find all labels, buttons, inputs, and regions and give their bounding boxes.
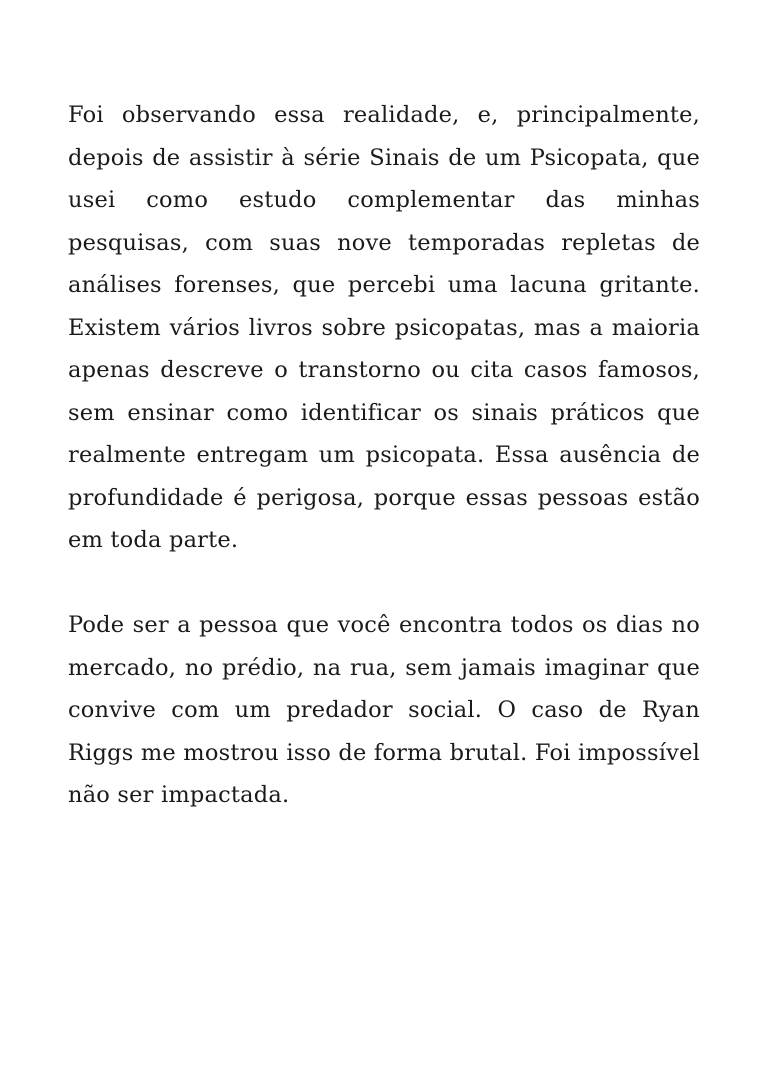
- body-text: [68, 94, 700, 817]
- paragraph-1: Foi observando essa realidade, e, principalmente, depois de assistir à série Sinais de um Psicopata, que usei como estudo complementar das minhas pesquisas, com suas nove temporadas repletas de análises forenses, que percebi uma lacuna gritante. Existem vários livros sobre psicopatas, mas a maioria apenas descreve o transtorno ou cita casos famosos, sem ensinar como identificar os sinais práticos que realmente entregam um psicopata. Essa ausência de profundidade é perigosa, porque essas pessoas estão em toda parte.: [68, 102, 700, 553]
- paragraph-2: Pode ser a pessoa que você encontra todos os dias no mercado, no prédio, na rua, sem jamais imaginar que convive com um predador social. O caso de Ryan Riggs me mostrou isso de forma brutal. Foi impossível não ser impactada.: [68, 612, 700, 808]
